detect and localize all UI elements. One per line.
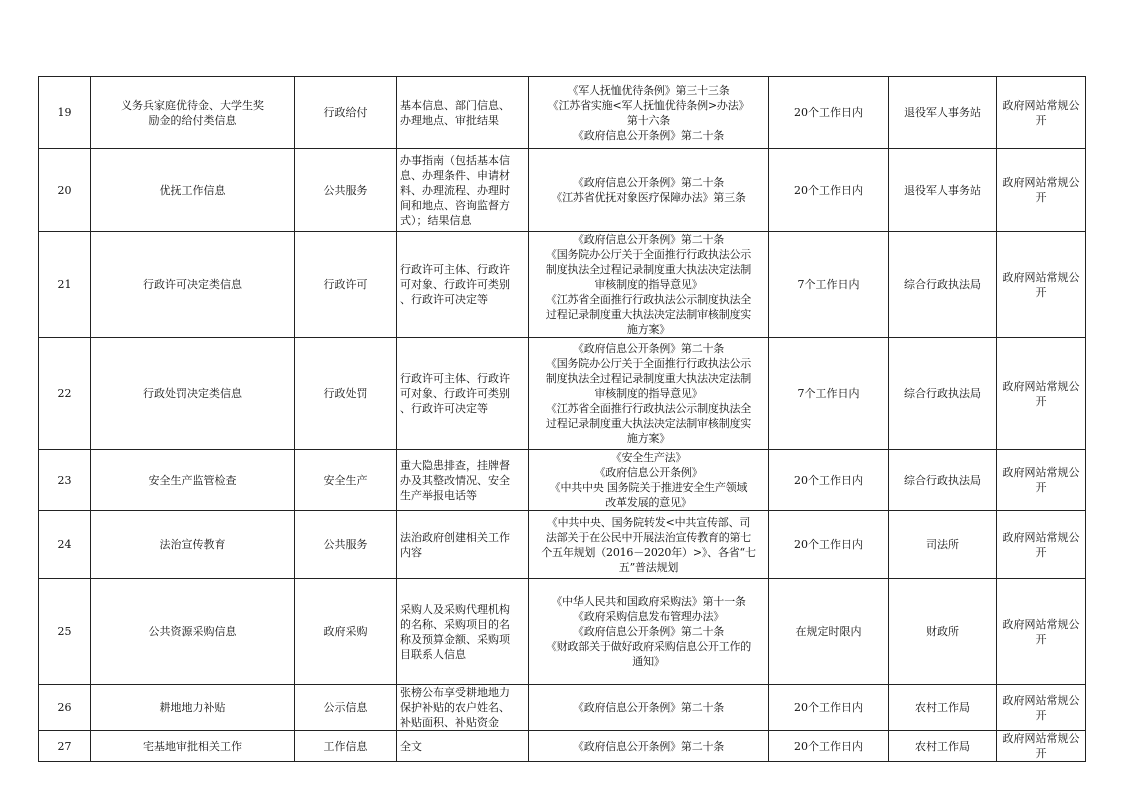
cell-item-name bbox=[91, 338, 295, 450]
cell-content bbox=[397, 149, 529, 232]
time-limit-text: 7个工作日内 bbox=[797, 278, 860, 291]
cell-legal-basis bbox=[529, 149, 769, 232]
legal-basis-text: 《中华人民共和国政府采购法》第十一条 《政府采购信息发布管理办法》 《政府信息公开条例》第二十条 《财政部关于做好政府采购信息公开工作的 通知》 bbox=[545, 595, 752, 668]
category-text: 公共服务 bbox=[323, 538, 368, 551]
cell-category bbox=[295, 511, 397, 579]
cell-disclosure-method bbox=[997, 338, 1086, 450]
cell-content bbox=[397, 450, 529, 511]
row-number-text: 24 bbox=[57, 538, 72, 551]
responsible-department-text: 司法所 bbox=[926, 538, 959, 551]
content-text: 张榜公布享受耕地地力 保护补贴的农户姓名、 补贴面积、补贴资金 bbox=[400, 686, 510, 729]
legal-basis-text: 《政府信息公开条例》第二十条 bbox=[572, 701, 725, 714]
legal-basis-text: 《政府信息公开条例》第二十条 《国务院办公厅关于全面推行行政执法公示 制度执法全过程记录制度重大执法决定法制 审核制度的指导意见》 《江苏省全面推行行政执法公示制度执法全 过程记录制度重大执法决定法制审核制度实 施方案》 bbox=[545, 233, 752, 336]
cell-responsible-department bbox=[889, 77, 997, 149]
content-text: 法治政府创建相关工作 内容 bbox=[400, 530, 510, 559]
item-name-text: 法治宣传教育 bbox=[159, 538, 226, 551]
responsible-department-text: 退役军人事务站 bbox=[904, 106, 981, 119]
cell-content bbox=[397, 511, 529, 579]
row-number-text: 27 bbox=[57, 739, 72, 753]
cell-row-number bbox=[39, 450, 91, 511]
cell-disclosure-method bbox=[997, 450, 1086, 511]
cell-category bbox=[295, 232, 397, 338]
cell-time-limit bbox=[769, 511, 889, 579]
cell-legal-basis bbox=[529, 338, 769, 450]
time-limit-text: 7个工作日内 bbox=[797, 387, 860, 400]
responsible-department-text: 农村工作局 bbox=[915, 739, 970, 753]
responsible-department-text: 财政所 bbox=[926, 625, 959, 638]
cell-category bbox=[295, 338, 397, 450]
cell-item-name bbox=[91, 149, 295, 232]
legal-basis-text: 《政府信息公开条例》第二十条 《江苏省优抚对象医疗保障办法》第三条 bbox=[551, 176, 746, 204]
disclosure-method-text: 政府网站常规公开 bbox=[1002, 466, 1080, 494]
cell-time-limit bbox=[769, 731, 889, 762]
cell-disclosure-method bbox=[997, 731, 1086, 762]
cell-legal-basis bbox=[529, 450, 769, 511]
time-limit-text: 20个工作日内 bbox=[794, 739, 863, 753]
cell-row-number bbox=[39, 232, 91, 338]
disclosure-method-text: 政府网站常规公开 bbox=[1002, 732, 1080, 760]
content-text: 全文 bbox=[400, 739, 422, 753]
table-row bbox=[39, 579, 1086, 685]
legal-basis-text: 《政府信息公开条例》第二十条 《国务院办公厅关于全面推行行政执法公示 制度执法全过程记录制度重大执法决定法制 审核制度的指导意见》 《江苏省全面推行行政执法公示制度执法全 过程记录制度重大执法决定法制审核制度实 施方案》 bbox=[545, 342, 752, 445]
cell-legal-basis bbox=[529, 731, 769, 762]
table-row bbox=[39, 232, 1086, 338]
cell-disclosure-method bbox=[997, 685, 1086, 731]
cell-legal-basis bbox=[529, 511, 769, 579]
item-name-text: 耕地地力补贴 bbox=[159, 701, 226, 714]
cell-time-limit bbox=[769, 77, 889, 149]
cell-legal-basis bbox=[529, 685, 769, 731]
legal-basis-text: 《军人抚恤优待条例》第三十三条 《江苏省实施<军人抚恤优待条例>办法》 第十六条 《政府信息公开条例》第二十条 bbox=[547, 83, 750, 142]
disclosure-method-text: 政府网站常规公开 bbox=[1002, 530, 1080, 559]
content-text: 行政许可主体、行政许 可对象、行政许可类别 、行政许可决定等 bbox=[400, 372, 510, 415]
cell-category bbox=[295, 731, 397, 762]
table-row bbox=[39, 338, 1086, 450]
cell-time-limit bbox=[769, 149, 889, 232]
cell-category bbox=[295, 149, 397, 232]
cell-item-name bbox=[91, 685, 295, 731]
time-limit-text: 20个工作日内 bbox=[794, 701, 863, 714]
row-number-text: 21 bbox=[57, 278, 72, 291]
row-number-text: 25 bbox=[57, 625, 72, 638]
table-row bbox=[39, 450, 1086, 511]
item-name-text: 行政许可决定类信息 bbox=[143, 278, 242, 291]
disclosure-method-text: 政府网站常规公开 bbox=[1002, 176, 1080, 204]
disclosure-table bbox=[38, 76, 1086, 762]
category-text: 公示信息 bbox=[323, 701, 368, 714]
row-number-text: 26 bbox=[57, 701, 72, 714]
legal-basis-text: 《中共中央、国务院转发<中共宣传部、司 法部关于在公民中开展法治宣传教育的第七 个五年规划（2016－2020年）>》、各省“七 五”普法规划 bbox=[541, 515, 756, 574]
cell-content bbox=[397, 232, 529, 338]
category-text: 行政许可 bbox=[323, 278, 368, 291]
time-limit-text: 20个工作日内 bbox=[794, 473, 863, 487]
responsible-department-text: 退役军人事务站 bbox=[904, 183, 981, 197]
cell-responsible-department bbox=[889, 511, 997, 579]
responsible-department-text: 综合行政执法局 bbox=[904, 387, 981, 400]
cell-row-number bbox=[39, 731, 91, 762]
category-text: 公共服务 bbox=[323, 183, 368, 197]
cell-content bbox=[397, 338, 529, 450]
cell-item-name bbox=[91, 579, 295, 685]
content-text: 办事指南（包括基本信 息、办理条件、申请材 料、办理流程、办理时 间和地点、咨询监督方 式）；结果信息 bbox=[400, 153, 510, 227]
table-row bbox=[39, 731, 1086, 762]
cell-row-number bbox=[39, 511, 91, 579]
cell-disclosure-method bbox=[997, 232, 1086, 338]
content-text: 重大隐患排查，挂牌督 办及其整改情况、安全 生产举报电话等 bbox=[400, 458, 510, 502]
disclosure-method-text: 政府网站常规公开 bbox=[1002, 270, 1080, 299]
cell-time-limit bbox=[769, 450, 889, 511]
category-text: 行政处罚 bbox=[323, 387, 368, 400]
category-text: 政府采购 bbox=[323, 625, 368, 638]
cell-content bbox=[397, 579, 529, 685]
cell-item-name bbox=[91, 77, 295, 149]
legal-basis-text: 《政府信息公开条例》第二十条 bbox=[572, 739, 725, 753]
cell-responsible-department bbox=[889, 731, 997, 762]
cell-item-name bbox=[91, 731, 295, 762]
time-limit-text: 在规定时限内 bbox=[795, 625, 862, 638]
cell-item-name bbox=[91, 232, 295, 338]
row-number-text: 20 bbox=[57, 183, 72, 197]
responsible-department-text: 农村工作局 bbox=[915, 701, 970, 714]
disclosure-method-text: 政府网站常规公开 bbox=[1002, 379, 1080, 408]
category-text: 工作信息 bbox=[323, 739, 368, 753]
cell-row-number bbox=[39, 149, 91, 232]
cell-disclosure-method bbox=[997, 149, 1086, 232]
content-text: 采购人及采购代理机构 的名称、采购项目的名 称及预算金额、采购项 目联系人信息 bbox=[400, 602, 510, 661]
cell-time-limit bbox=[769, 232, 889, 338]
cell-disclosure-method bbox=[997, 579, 1086, 685]
cell-time-limit bbox=[769, 579, 889, 685]
cell-category bbox=[295, 685, 397, 731]
time-limit-text: 20个工作日内 bbox=[794, 106, 863, 119]
cell-time-limit bbox=[769, 338, 889, 450]
item-name-text: 安全生产监管检查 bbox=[148, 473, 237, 487]
item-name-text: 优抚工作信息 bbox=[159, 183, 226, 197]
item-name-text: 行政处罚决定类信息 bbox=[143, 387, 242, 400]
cell-row-number bbox=[39, 685, 91, 731]
cell-row-number bbox=[39, 579, 91, 685]
cell-responsible-department bbox=[889, 450, 997, 511]
responsible-department-text: 综合行政执法局 bbox=[904, 473, 981, 487]
cell-row-number bbox=[39, 77, 91, 149]
table-row bbox=[39, 77, 1086, 149]
cell-legal-basis bbox=[529, 579, 769, 685]
disclosure-method-text: 政府网站常规公开 bbox=[1002, 98, 1080, 127]
category-text: 行政给付 bbox=[323, 106, 368, 119]
legal-basis-text: 《安全生产法》 《政府信息公开条例》 《中共中央 国务院关于推进安全生产领域 改革发展的意见》 bbox=[549, 451, 748, 509]
cell-row-number bbox=[39, 338, 91, 450]
cell-content bbox=[397, 77, 529, 149]
cell-disclosure-method bbox=[997, 77, 1086, 149]
item-name-text: 公共资源采购信息 bbox=[148, 625, 237, 638]
cell-responsible-department bbox=[889, 579, 997, 685]
row-number-text: 23 bbox=[57, 473, 72, 487]
cell-disclosure-method bbox=[997, 511, 1086, 579]
cell-item-name bbox=[91, 511, 295, 579]
cell-category bbox=[295, 77, 397, 149]
category-text: 安全生产 bbox=[323, 473, 368, 487]
cell-content bbox=[397, 685, 529, 731]
cell-time-limit bbox=[769, 685, 889, 731]
responsible-department-text: 综合行政执法局 bbox=[904, 278, 981, 291]
content-text: 行政许可主体、行政许 可对象、行政许可类别 、行政许可决定等 bbox=[400, 263, 510, 306]
cell-legal-basis bbox=[529, 77, 769, 149]
row-number-text: 22 bbox=[57, 387, 72, 400]
table-row bbox=[39, 149, 1086, 232]
cell-legal-basis bbox=[529, 232, 769, 338]
cell-responsible-department bbox=[889, 338, 997, 450]
row-number-text: 19 bbox=[57, 106, 72, 119]
content-text: 基本信息、部门信息、 办理地点、审批结果 bbox=[400, 98, 510, 127]
item-name-text: 义务兵家庭优待金、大学生奖 励金的给付类信息 bbox=[121, 98, 264, 127]
table-body bbox=[39, 77, 1086, 762]
cell-responsible-department bbox=[889, 232, 997, 338]
disclosure-method-text: 政府网站常规公开 bbox=[1002, 693, 1080, 722]
cell-category bbox=[295, 579, 397, 685]
disclosure-method-text: 政府网站常规公开 bbox=[1002, 617, 1080, 646]
table-row bbox=[39, 511, 1086, 579]
table-row bbox=[39, 685, 1086, 731]
cell-responsible-department bbox=[889, 685, 997, 731]
cell-item-name bbox=[91, 450, 295, 511]
time-limit-text: 20个工作日内 bbox=[794, 183, 863, 197]
cell-content bbox=[397, 731, 529, 762]
cell-category bbox=[295, 450, 397, 511]
cell-responsible-department bbox=[889, 149, 997, 232]
item-name-text: 宅基地审批相关工作 bbox=[143, 739, 242, 753]
time-limit-text: 20个工作日内 bbox=[794, 538, 863, 551]
